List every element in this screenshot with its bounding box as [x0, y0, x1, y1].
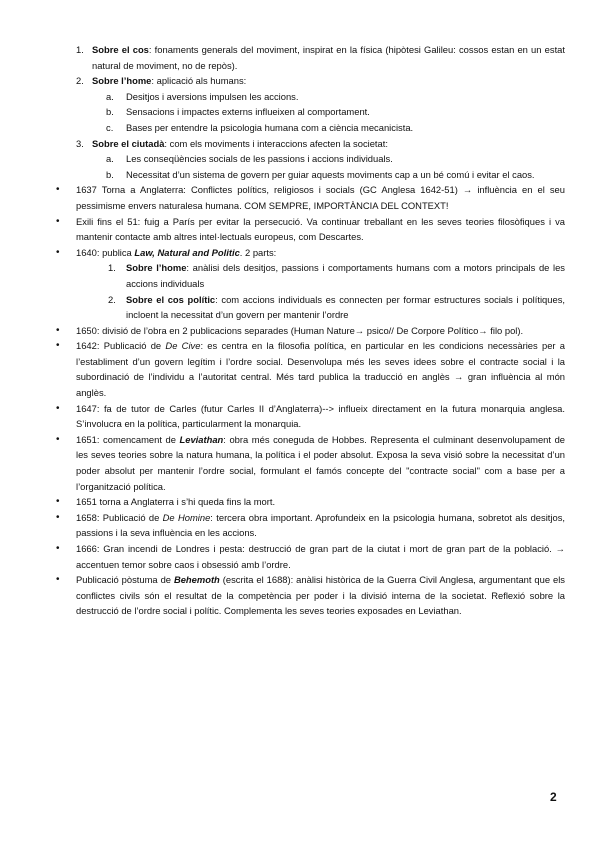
bullet-item: [56, 182, 565, 213]
numbered-item: [56, 73, 565, 89]
numbered-item: [56, 120, 565, 136]
bullet-item: [56, 541, 565, 572]
item-text: : com els moviments i interaccions afecten la societat:: [164, 137, 388, 149]
item-prefix: 1642: Publicació de: [76, 340, 166, 352]
numbered-item: [56, 136, 565, 152]
item-text: Necessitat d’un sistema de govern per guiar aquests moviments cap a un bé comú i evitar el caos.: [126, 168, 535, 180]
item-text: . 2 parts:: [239, 246, 277, 258]
numbered-item: [56, 104, 565, 120]
item-text: : fonaments generals del moviment, inspirat en la física (hipòtesi Galileu: cossos estan en un estat natural de moviment, no de repòs).: [92, 44, 565, 71]
numbered-item: [56, 89, 565, 105]
item-text: Bases per entendre la psicologia humana com a ciència mecanicista.: [126, 121, 414, 133]
list-marker: b.: [106, 106, 114, 118]
bullet-item: [56, 323, 565, 339]
work-title: Behemoth: [173, 574, 220, 586]
bullet-item: [56, 432, 565, 494]
item-text: Les conseqüències socials de les passions i accions individuals.: [126, 153, 393, 165]
bullet-item: [56, 245, 565, 261]
numbered-item: [56, 260, 565, 291]
list-marker: 2.: [76, 75, 84, 87]
item-text: : tercera obra important. Aprofundeix en la psicologia humana, sobretot als desitjos, passions i la seva influència en les accions.: [76, 511, 565, 539]
bullet-item: [56, 572, 565, 619]
list-marker: c.: [106, 121, 114, 133]
item-text: 1666: Gran incendi de Londres i pesta: destrucció de gran part de la ciutat i mort de gran part de la població. → accentuen temor sobre caos i obsessió amb l’ordre.: [76, 543, 565, 570]
item-heading: Sobre el cos: [92, 44, 149, 55]
item-prefix: Publicació pòstuma de: [76, 574, 174, 586]
item-text: : com accions individuals es connecten per formar estructures socials i polítiques, incloent la necessitat d’un govern per mantenir l’ordre: [126, 293, 565, 321]
bullet-item: [56, 338, 565, 400]
numbered-item: [56, 292, 565, 323]
item-text: (escrita el 1688): anàlisi històrica de la Guerra Civil Anglesa, argumentant que els conflictes civils són el resultat de la competència per poder i la divisió interna de la societat. Reflexió sobre la destrucció de l’ordre social i polític. Complementa les seves teories exposades en Leviathan.: [76, 574, 565, 617]
bullet-item: [56, 494, 565, 510]
item-heading: Sobre l’home: [92, 75, 152, 87]
page-number: 2: [550, 790, 557, 804]
item-text: : anàlisi dels desitjos, passions i comportaments humans com a motors principals de les accions individuals: [126, 262, 565, 289]
bullet-item: [56, 510, 565, 541]
item-text: 1651 torna a Anglaterra i s’hi queda fins la mort.: [76, 496, 276, 508]
list-marker: a.: [106, 153, 114, 165]
item-prefix: 1658: Publicació de: [76, 511, 163, 523]
numbered-item: [56, 151, 565, 167]
list-marker: 1.: [76, 44, 84, 55]
list-marker: a.: [106, 90, 114, 102]
list-marker: 3.: [76, 137, 84, 149]
item-text: 1637 Torna a Anglaterra: Conflictes polítics, religiosos i socials (GC Anglesa 1642-51) → influència en el seu pessimisme envers naturalesa humana. COM SEMPRE, IMPORTÀNCIA DEL CONTEXT!: [76, 184, 565, 211]
item-text: : obra més coneguda de Hobbes. Representa el culminant desenvolupament de les seves teories sobre la natura humana, la política i el poder absolut. Exposa la seva visió sobre la necessitat d’un poder absolut per mantenir l’ordre social, formulant el famós concepte del "contracte social" com a base per a l’organització política.: [76, 433, 566, 492]
item-prefix: 1640: publica: [76, 246, 135, 258]
work-title: Leviathan: [179, 433, 224, 445]
item-text: : aplicació als humans:: [151, 75, 247, 87]
item-prefix: 1651: comencament de: [76, 433, 180, 445]
work-title: Law, Natural and Politic: [134, 246, 240, 258]
list-marker: b.: [106, 168, 114, 180]
bullet-item: [56, 401, 565, 432]
document-body: [56, 42, 565, 619]
item-text: : es centra en la filosofia política, en particular en les condicions necessàries per a l’establiment d’un govern legítim i l’ordre social. Desenvolupa més les seves idees sobre el contracte social i la subordinació de l’individu a l’autoritat central. Més tard publica la traducció en anglès → gran influència al món anglès.: [76, 340, 566, 399]
item-text: Sensacions i impactes externs influeixen al comportament.: [126, 106, 370, 118]
item-text: 1647: fa de tutor de Carles (futur Carles II d’Anglaterra)--> influeix directament en la futura monarquia anglesa. S’involucra en la política, particularment la monarquia.: [76, 402, 565, 430]
item-text: Desitjos i aversions impulsen les accions.: [126, 90, 299, 102]
work-title: De Cive: [165, 340, 201, 352]
list-marker: 2.: [108, 293, 116, 305]
bullet-item: [56, 214, 565, 245]
item-heading: Sobre el ciutadà: [92, 137, 165, 149]
numbered-item: [56, 42, 565, 73]
item-heading: Sobre el cos polític: [126, 293, 216, 305]
work-title: De Homine: [162, 511, 211, 523]
item-text: Exili fins el 51: fuig a París per evitar la persecució. Va continuar treballant en les seves teories filosòfiques i va mantenir contacte amb altres intel·lectuals europeus, com Descartes.: [76, 215, 565, 243]
item-heading: Sobre l’home: [126, 262, 187, 274]
list-marker: 1.: [108, 262, 116, 274]
item-text: 1650: divisió de l’obra en 2 publicacions separades (Human Nature→ psico// De Corpore Político→ filo pol).: [76, 324, 524, 336]
numbered-item: [56, 167, 565, 183]
